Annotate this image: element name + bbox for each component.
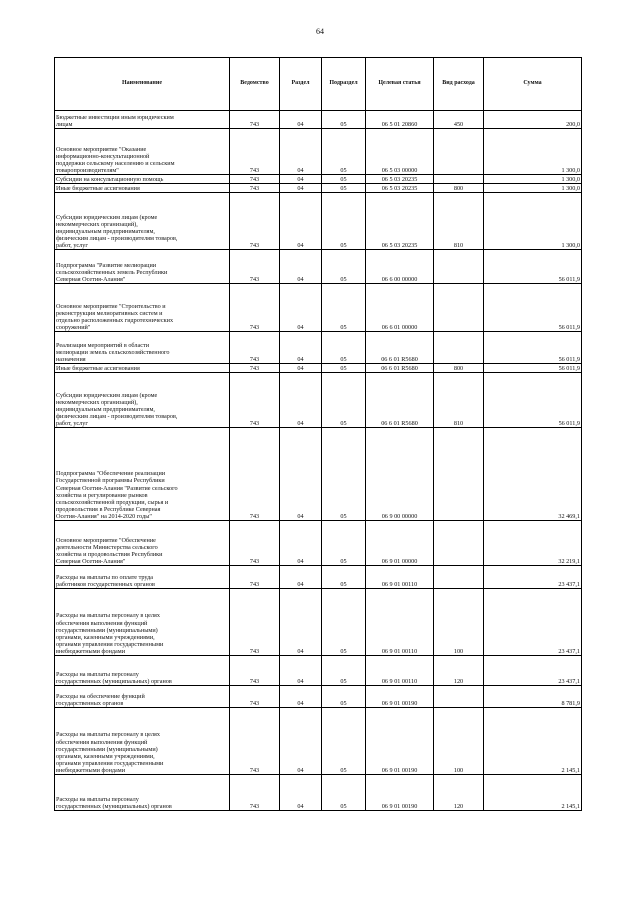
cell-name: Субсидии юридическим лицам (кроме некоммерческих организаций), индивидуальным предпринимателям, физическим лицам - производителям товаров, работ, услуг [55,193,230,250]
header-target-article: Целевая статья [366,58,434,111]
cell-target-article: 06 9 01 00190 [366,775,434,811]
cell-target-article: 06 5 03 00000 [366,129,434,175]
cell-expense-type [434,686,484,708]
cell-subsection: 05 [322,708,366,775]
cell-department: 743 [230,111,280,129]
cell-section: 04 [280,566,322,589]
cell-expense-type [434,250,484,284]
cell-section: 04 [280,373,322,428]
cell-expense-type [434,175,484,184]
cell-expense-type [434,521,484,566]
cell-sum: 56 011,9 [484,332,582,364]
cell-section: 04 [280,175,322,184]
cell-section: 04 [280,332,322,364]
cell-department: 743 [230,193,280,250]
cell-section: 04 [280,184,322,193]
cell-subsection: 05 [322,686,366,708]
cell-target-article: 06 5 03 20235 [366,193,434,250]
cell-sum: 32 219,1 [484,521,582,566]
cell-sum: 1 300,0 [484,184,582,193]
cell-expense-type: 120 [434,656,484,686]
cell-expense-type: 810 [434,193,484,250]
cell-name: Субсидии юридическим лицам (кроме некоммерческих организаций), индивидуальным предпринимателям, физическим лицам - производителям товаров, работ, услуг [55,373,230,428]
cell-section: 04 [280,129,322,175]
cell-expense-type [434,129,484,175]
cell-target-article: 06 5 01 20860 [366,111,434,129]
cell-name: Основное мероприятие "Обеспечение деятельности Министерства сельского хозяйства и продовольствия Республики Северная Осетия-Алания" [55,521,230,566]
cell-section: 04 [280,111,322,129]
cell-subsection: 05 [322,284,366,332]
cell-subsection: 05 [322,656,366,686]
cell-subsection: 05 [322,428,366,521]
cell-department: 743 [230,521,280,566]
table-row [55,193,582,250]
cell-sum: 56 011,9 [484,364,582,373]
cell-target-article: 06 6 01 R5680 [366,332,434,364]
cell-subsection: 05 [322,111,366,129]
cell-expense-type [434,428,484,521]
cell-section: 04 [280,428,322,521]
cell-name: Подпрограмма "Обеспечение реализации Государственной программы Республики Северная Осетия-Алания "Развитие сельского хозяйства и регулирование рынков сельскохозяйственной продукции, сырья и продовольствия в Республике Северная Осетия-Алания" на 2014-2020 годы" [55,428,230,521]
header-department: Ведомство [230,58,280,111]
cell-department: 743 [230,566,280,589]
cell-sum: 200,0 [484,111,582,129]
table-row [55,364,582,373]
table-row [55,686,582,708]
cell-target-article: 06 9 01 00190 [366,708,434,775]
table-row [55,184,582,193]
cell-department: 743 [230,708,280,775]
cell-target-article: 06 9 01 00000 [366,521,434,566]
cell-name: Иные бюджетные ассигнования [55,184,230,193]
cell-name: Основное мероприятие "Оказание информационно-консультационной поддержки сельскому населению и сельским товаропроизводителям" [55,129,230,175]
cell-department: 743 [230,656,280,686]
cell-section: 04 [280,589,322,656]
cell-expense-type: 800 [434,184,484,193]
table-row [55,708,582,775]
cell-section: 04 [280,686,322,708]
cell-name: Реализация мероприятий в области мелиорации земель сельскохозяйственного назначения [55,332,230,364]
cell-subsection: 05 [322,250,366,284]
cell-subsection: 05 [322,193,366,250]
cell-name: Субсидии на консультационную помощь [55,175,230,184]
cell-target-article: 06 6 00 00000 [366,250,434,284]
cell-sum: 1 300,0 [484,129,582,175]
header-section: Раздел [280,58,322,111]
cell-expense-type: 450 [434,111,484,129]
cell-subsection: 05 [322,566,366,589]
cell-section: 04 [280,775,322,811]
page-number: 64 [316,27,324,36]
cell-expense-type: 100 [434,589,484,656]
cell-target-article: 06 9 01 00110 [366,566,434,589]
table-header-row [55,58,582,111]
cell-department: 743 [230,332,280,364]
header-subsection: Подраздел [322,58,366,111]
table-row [55,589,582,656]
cell-target-article: 06 9 00 00000 [366,428,434,521]
table-row [55,656,582,686]
cell-sum: 23 437,1 [484,656,582,686]
table-row [55,373,582,428]
cell-department: 743 [230,428,280,521]
cell-expense-type: 810 [434,373,484,428]
cell-subsection: 05 [322,129,366,175]
cell-sum: 32 469,1 [484,428,582,521]
cell-department: 743 [230,589,280,656]
cell-section: 04 [280,364,322,373]
cell-target-article: 06 6 01 R5680 [366,373,434,428]
cell-sum: 1 300,0 [484,193,582,250]
cell-name: Расходы на выплаты персоналу в целях обеспечения выполнения функций государственными (муниципальными) органами, казенными учреждениями, органами управления государственными внебюджетными фондами [55,589,230,656]
cell-department: 743 [230,364,280,373]
cell-sum: 23 437,1 [484,566,582,589]
cell-sum: 2 145,1 [484,775,582,811]
cell-sum: 8 781,9 [484,686,582,708]
table-row [55,428,582,521]
cell-section: 04 [280,250,322,284]
cell-subsection: 05 [322,775,366,811]
table-row [55,250,582,284]
cell-subsection: 05 [322,332,366,364]
cell-section: 04 [280,708,322,775]
cell-subsection: 05 [322,184,366,193]
table-row [55,332,582,364]
cell-sum: 56 011,9 [484,373,582,428]
cell-target-article: 06 9 01 00110 [366,589,434,656]
cell-subsection: 05 [322,364,366,373]
cell-expense-type: 100 [434,708,484,775]
cell-target-article: 06 9 01 00110 [366,656,434,686]
cell-department: 743 [230,129,280,175]
cell-name: Бюджетные инвестиции иным юридическим лицам [55,111,230,129]
table-row [55,175,582,184]
cell-department: 743 [230,250,280,284]
cell-target-article: 06 5 03 20235 [366,175,434,184]
table-row [55,566,582,589]
cell-department: 743 [230,184,280,193]
table-body [55,111,582,811]
cell-subsection: 05 [322,589,366,656]
cell-name: Расходы на выплаты персоналу государственных (муниципальных) органов [55,775,230,811]
cell-sum: 23 437,1 [484,589,582,656]
cell-name: Иные бюджетные ассигнования [55,364,230,373]
cell-expense-type [434,566,484,589]
cell-name: Основное мероприятие "Строительство и реконструкция мелиоративных систем и отдельно расположенных гидротехнических сооружений" [55,284,230,332]
table-row [55,521,582,566]
cell-sum: 56 011,9 [484,250,582,284]
cell-department: 743 [230,175,280,184]
cell-name: Расходы на обеспечение функций государственных органов [55,686,230,708]
header-name: Наименование [55,58,230,111]
cell-sum: 1 300,0 [484,175,582,184]
cell-expense-type [434,284,484,332]
cell-department: 743 [230,373,280,428]
cell-target-article: 06 6 01 R5680 [366,364,434,373]
cell-section: 04 [280,284,322,332]
cell-name: Подпрограмма "Развитие мелиорации сельскохозяйственных земель Республики Северная Осетия-Алания" [55,250,230,284]
cell-expense-type: 120 [434,775,484,811]
cell-subsection: 05 [322,521,366,566]
cell-target-article: 06 9 01 00190 [366,686,434,708]
table-row [55,284,582,332]
cell-sum: 56 011,9 [484,284,582,332]
cell-section: 04 [280,193,322,250]
cell-department: 743 [230,686,280,708]
table-row [55,775,582,811]
cell-subsection: 05 [322,175,366,184]
header-sum: Сумма [484,58,582,111]
cell-section: 04 [280,656,322,686]
cell-expense-type [434,332,484,364]
cell-name: Расходы на выплаты персоналу в целях обеспечения выполнения функций государственными (муниципальными) органами, казенными учреждениями, органами управления государственными внебюджетными фондами [55,708,230,775]
table-row [55,129,582,175]
header-expense-type: Вид расхода [434,58,484,111]
cell-subsection: 05 [322,373,366,428]
table-row [55,111,582,129]
cell-name: Расходы на выплаты по оплате труда работников государственных органов [55,566,230,589]
cell-target-article: 06 5 03 20235 [366,184,434,193]
cell-department: 743 [230,284,280,332]
cell-expense-type: 800 [434,364,484,373]
cell-name: Расходы на выплаты персоналу государственных (муниципальных) органов [55,656,230,686]
cell-department: 743 [230,775,280,811]
cell-target-article: 06 6 01 00000 [366,284,434,332]
cell-section: 04 [280,521,322,566]
cell-sum: 2 145,1 [484,708,582,775]
budget-table [54,57,582,811]
